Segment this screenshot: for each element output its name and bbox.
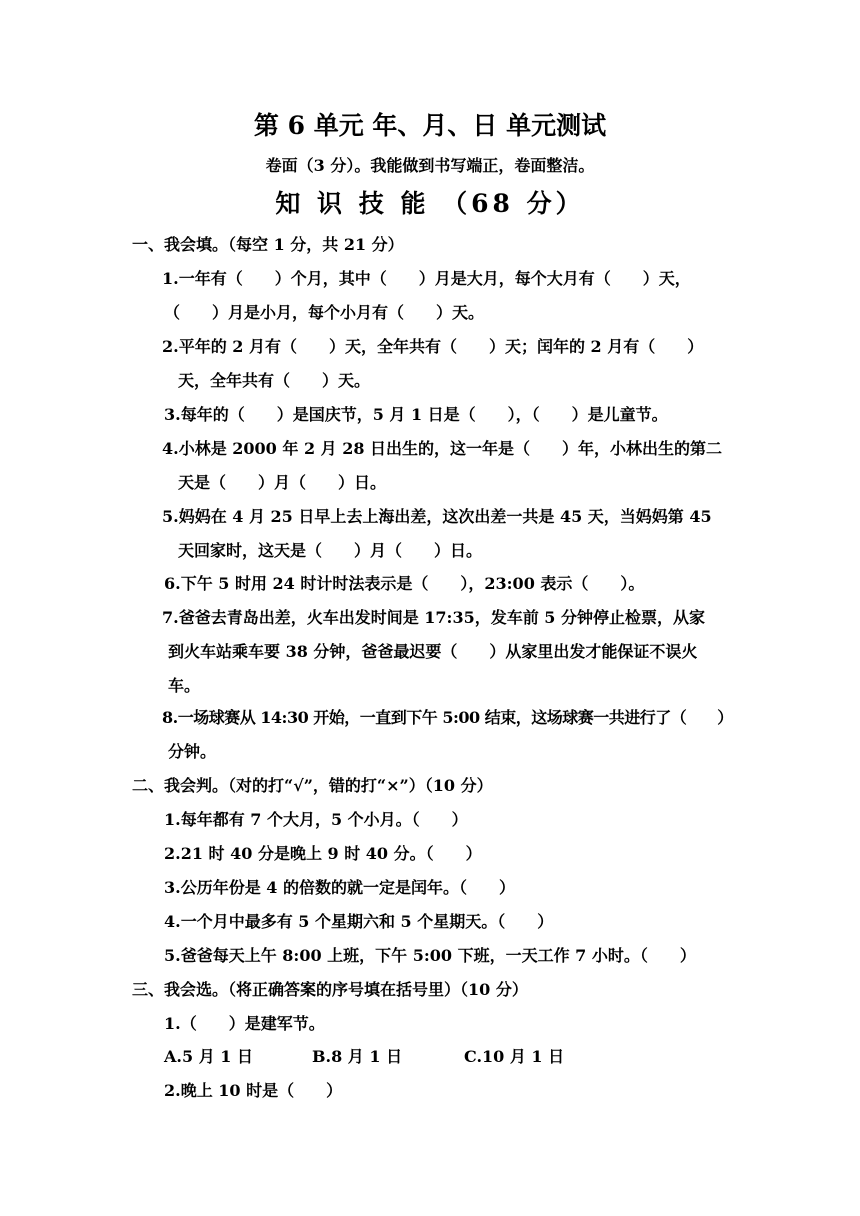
question-line: 天是（ ）月（ ）日。 (178, 473, 387, 492)
question-line: 2.晚上 10 时是（ ） (164, 1081, 343, 1100)
question-line: 1.（ ）是建军节。 (164, 1014, 325, 1033)
question-line: 3.公历年份是 4 的倍数的就一定是闰年。（ ） (164, 878, 515, 897)
question-line: 车。 (168, 676, 201, 695)
question-line: 4.小林是 2000 年 2 月 28 日出生的，这一年是（ ）年，小林出生的第二 (162, 439, 723, 458)
question-line: （ ）月是小月，每个小月有（ ）天。 (164, 303, 485, 322)
question-line: 1.一年有（ ）个月，其中（ ）月是大月，每个大月有（ ）天， (162, 269, 691, 288)
question-line: 分钟。 (168, 742, 217, 761)
question-line: 8.一场球赛从 14:30 开始，一直到下午 5:00 结束，这场球赛一共进行了（ ） (162, 708, 733, 727)
part-heading: 知 识 技 能 （68 分） (275, 189, 585, 218)
option-a: A.5 月 1 日 (164, 1047, 253, 1066)
option-c: C.10 月 1 日 (464, 1047, 565, 1066)
page-title: 第 6 单元 年、月、日 单元测试 (253, 111, 607, 140)
question-line: 5.妈妈在 4 月 25 日早上去上海出差，这次出差一共是 45 天，当妈妈第 45 (162, 507, 712, 526)
question-line: 6.下午 5 时用 24 时计时法表示是（ ），23:00 表示（ ）。 (164, 574, 645, 593)
question-line: 1.每年都有 7 个大月，5 个小月。（ ） (164, 810, 468, 829)
question-line: 天回家时，这天是（ ）月（ ）日。 (178, 541, 483, 560)
neatness-note: 卷面（3 分）。我能做到书写端正，卷面整洁。 (265, 156, 595, 175)
question-line: 天，全年共有（ ）天。 (178, 371, 371, 390)
section-heading-fill: 一、我会填。（每空 1 分，共 21 分） (132, 235, 404, 254)
question-line: 7.爸爸去青岛出差，火车出发时间是 17:35，发车前 5 分钟停止检票，从家 (162, 608, 705, 627)
question-line: 2.21 时 40 分是晚上 9 时 40 分。（ ） (164, 844, 482, 863)
question-line: 到火车站乘车要 38 分钟，爸爸最迟要（ ）从家里出发才能保证不误火 (168, 642, 698, 661)
question-line: 4.一个月中最多有 5 个星期六和 5 个星期天。（ ） (164, 912, 554, 931)
question-line: 3.每年的（ ）是国庆节，5 月 1 日是（ ），（ ）是儿童节。 (164, 405, 668, 424)
question-line: 2.平年的 2 月有（ ）天，全年共有（ ）天；闰年的 2 月有（ ） (162, 337, 704, 356)
question-line: 5.爸爸每天上午 8:00 上班，下午 5:00 下班，一天工作 7 小时。（ ） (164, 946, 696, 965)
section-heading-judge: 二、我会判。（对的打“√”，错的打“×”）（10 分） (132, 776, 493, 795)
section-heading-choose: 三、我会选。（将正确答案的序号填在括号里）（10 分） (132, 980, 528, 999)
option-b: B.8 月 1 日 (312, 1047, 403, 1066)
